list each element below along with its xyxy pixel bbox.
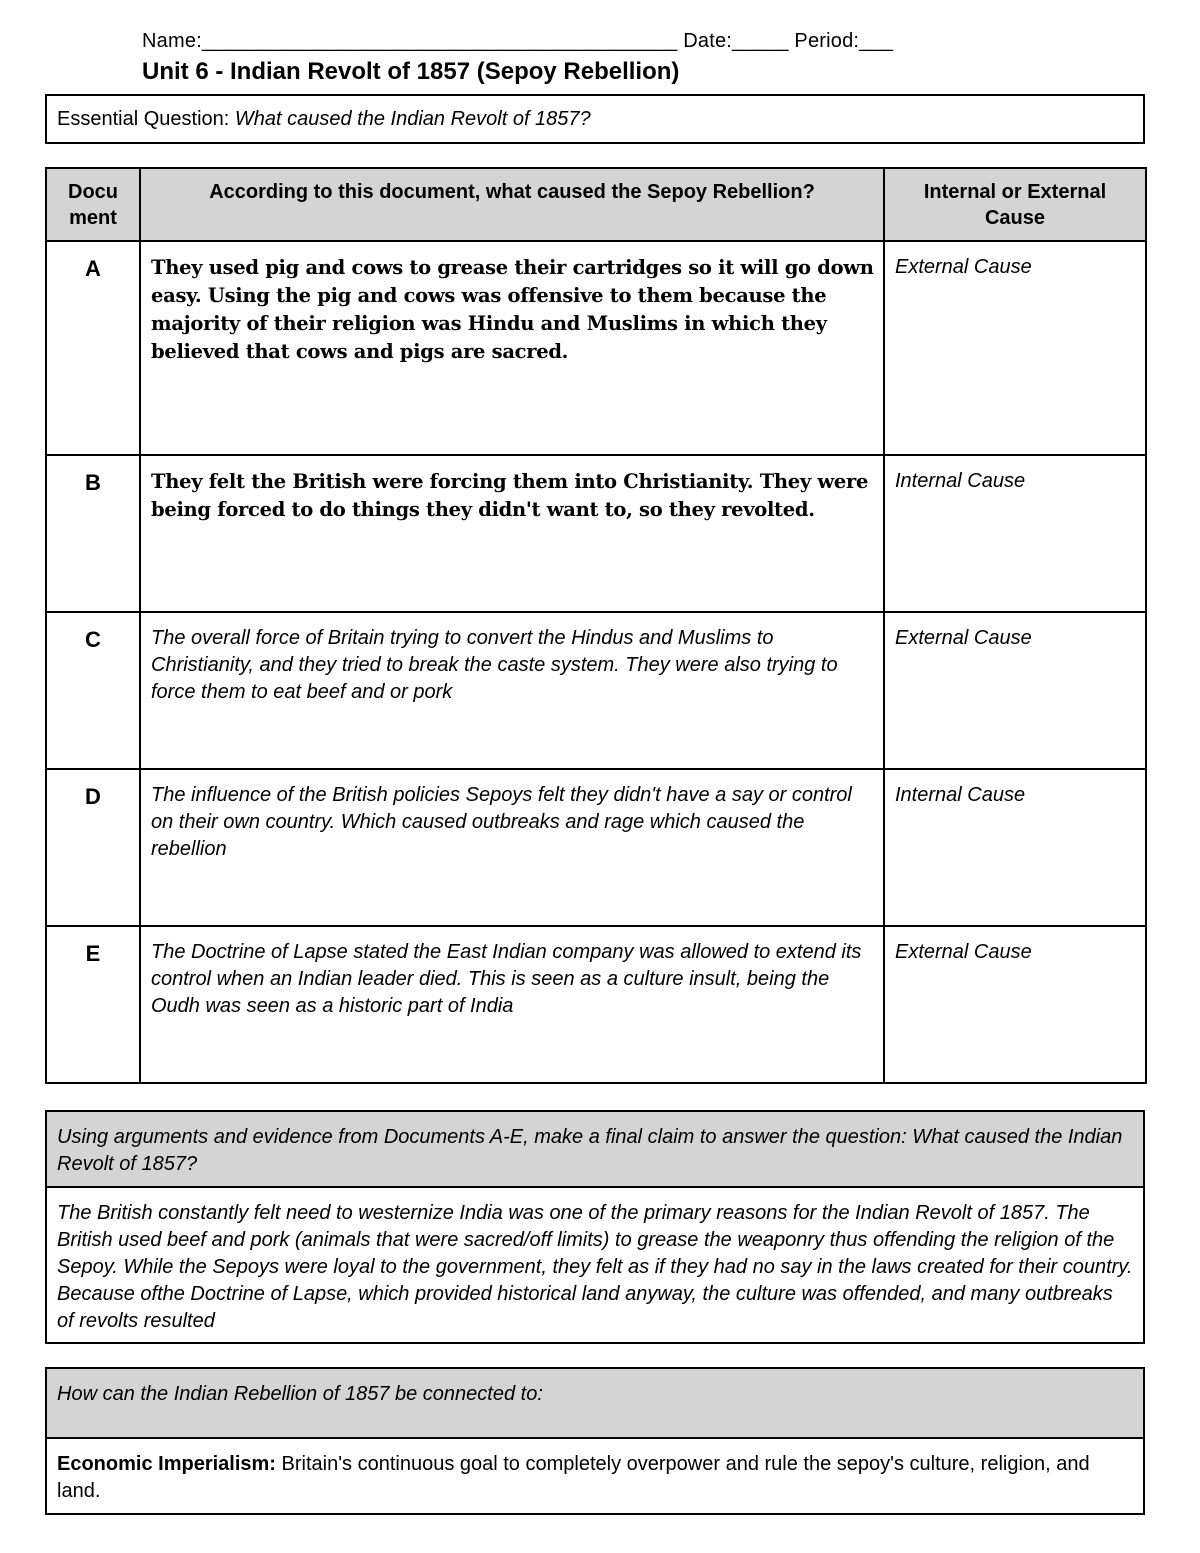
final-claim-box [45,1110,1145,1344]
document-answer: They felt the British were forcing them into Christianity. They were being forced to do things they didn't want to, so they revolted. [140,455,884,612]
document-letter: E [46,926,140,1083]
connection-text: Britain's continuous goal to completely overpower and rule the sepoy's culture, religion, and land. [57,1453,1090,1502]
document-answer: They used pig and cows to grease their cartridges so it will go down easy. Using the pig and cows was offensive to them because the majority of their religion was Hindu and Muslims in which they believed that cows and pigs are sacred. [140,241,884,455]
essential-question-text: What caused the Indian Revolt of 1857? [234,108,591,130]
table-header-row [46,168,1146,241]
final-claim-answer: The British constantly felt need to westernize India was one of the primary reasons for the Indian Revolt of 1857. The British used beef and pork (animals that were sacred/off limits) to grease the weaponry thus offending the religion of the Sepoy. While the Sepoys were loyal to the government, they felt as if they had no say in the laws created for their country. Because ofthe Doctrine of Lapse, which provided historical land anyway, the culture was offended, and many outbreaks of revolts resulted [57,1202,1133,1332]
connection-prompt: How can the Indian Rebellion of 1857 be connected to: [47,1369,1143,1439]
document-letter: A [46,241,140,455]
document-answer: The Doctrine of Lapse stated the East Indian company was allowed to extend its control when an Indian leader died. This is seen as a culture insult, being the Oudh was seen as a historic part of India [140,926,884,1083]
documents-table [45,167,1147,1084]
document-letter: B [46,455,140,612]
table-row [46,241,1146,455]
cause-type: External Cause [884,241,1146,455]
cause-type: External Cause [884,926,1146,1083]
connection-answer [47,1439,1143,1505]
document-answer: The influence of the British policies Sepoys felt they didn't have a say or control on their own country. Which caused outbreaks and rage which caused the rebellion [140,769,884,926]
cause-type: Internal Cause [884,455,1146,612]
table-row [46,769,1146,926]
document-letter: D [46,769,140,926]
table-row [46,612,1146,769]
cause-type: Internal Cause [884,769,1146,926]
final-claim-prompt: Using arguments and evidence from Documents A-E, make a final claim to answer the question: What caused the Indian Revolt of 1857? [47,1112,1143,1188]
cause-type: External Cause [884,612,1146,769]
connection-term: Economic Imperialism: [57,1453,276,1475]
header-question: According to this document, what caused the Sepoy Rebellion? [140,168,884,241]
essential-question-label: Essential Question: [57,108,235,130]
document-answer: The overall force of Britain trying to convert the Hindus and Muslims to Christianity, and they tried to break the caste system. They were also trying to force them to eat beef and or pork [140,612,884,769]
table-row [46,455,1146,612]
page-title: Unit 6 - Indian Revolt of 1857 (Sepoy Rebellion) [142,58,680,85]
essential-question-box [45,94,1145,144]
connection-box [45,1367,1145,1515]
header-cause: Internal or External Cause [884,168,1146,241]
document-letter: C [46,612,140,769]
header-document: Docu ment [46,168,140,241]
table-row [46,926,1146,1083]
name-date-period-line: Name:__________________________________________ Date:_____ Period:___ [142,30,894,52]
